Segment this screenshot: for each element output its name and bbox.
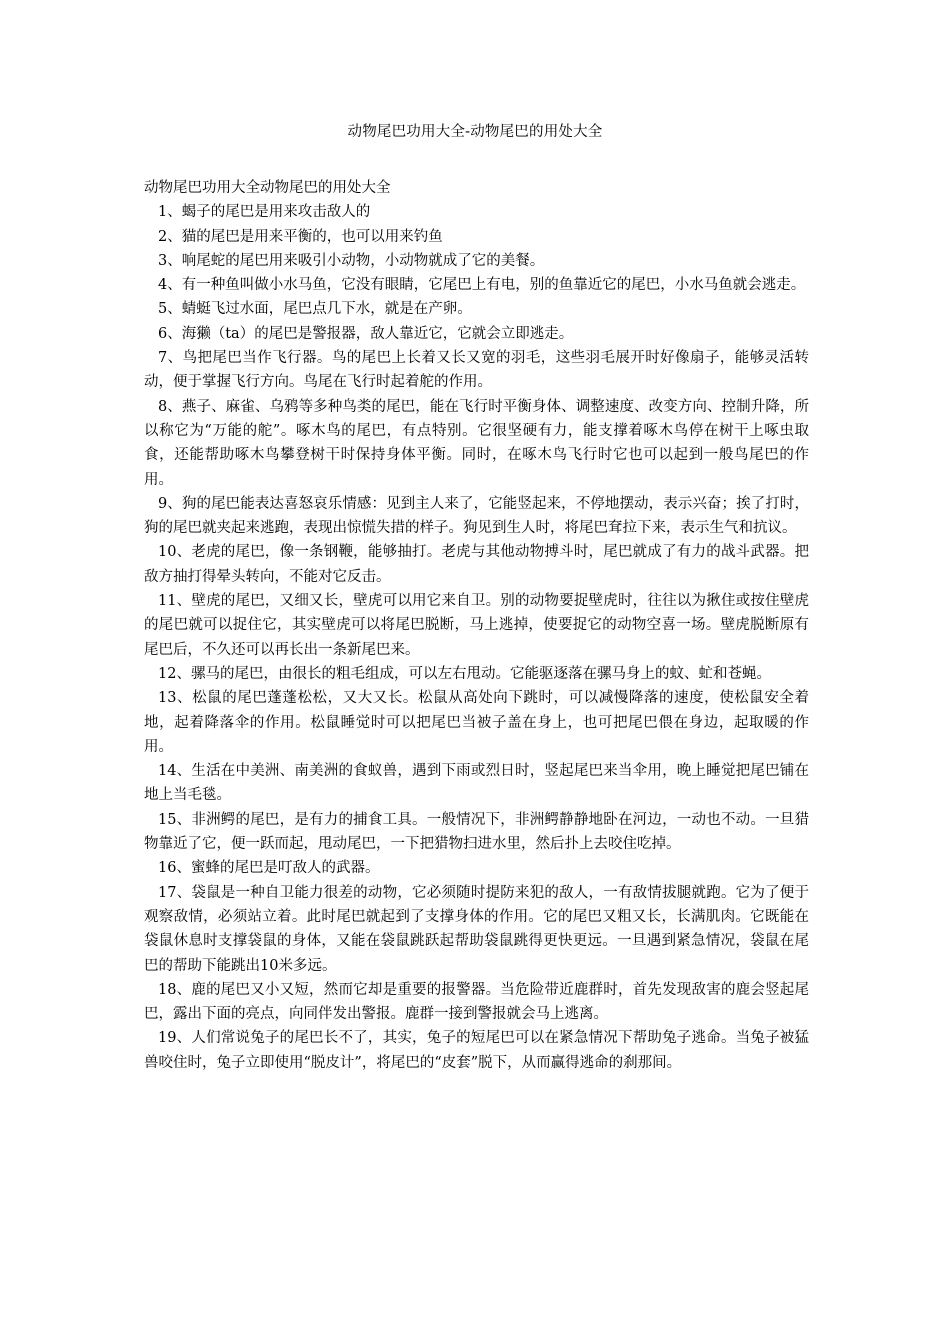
- paragraph-16: 16、蜜蜂的尾巴是叮敌人的武器。: [158, 860, 380, 877]
- paragraph-19: 19、人们常说兔子的尾巴长不了，其实，兔子的短尾巴可以在紧急情况下帮助兔子逃命。当兔子被猛兽咬住时，兔子立即使用“脱皮计”，将尾巴的“皮套”脱下，从而赢得逃命的刹那间。: [144, 1030, 809, 1071]
- paragraph-4: 4、有一种鱼叫做小水马鱼，它没有眼睛，它尾巴上有电，别的鱼靠近它的尾巴，小水马鱼就会逃走。: [158, 277, 806, 294]
- paragraph-6: 6、海獭（ta）的尾巴是警报器，敌人靠近它，它就会立即逃走。: [158, 325, 574, 342]
- paragraph-14: 14、生活在中美洲、南美洲的食蚁兽，遇到下雨或烈日时，竖起尾巴来当伞用，晚上睡觉把尾巴铺在地上当毛毯。: [144, 763, 809, 804]
- paragraph-5: 5、蜻蜓飞过水面，尾巴点几下水，就是在产卵。: [158, 301, 472, 318]
- paragraph-3: 3、响尾蛇的尾巴用来吸引小动物，小动物就成了它的美餐。: [158, 252, 545, 269]
- paragraph-11: 11、壁虎的尾巴，又细又长，壁虎可以用它来自卫。别的动物要捉壁虎时，往往以为揪住或按住壁虎的尾巴就可以捉住它，其实壁虎可以将尾巴脱断，马上逃掉，使要捉它的动物空喜一场。壁虎脱断原有尾巴后，不久还可以再长出一条新尾巴来。: [144, 593, 809, 658]
- paragraph-9: 9、狗的尾巴能表达喜怒哀乐情感：见到主人来了，它能竖起来，不停地摆动，表示兴奋；挨了打时，狗的尾巴就夹起来逃跑，表现出惊慌失措的样子。狗见到生人时，将尾巴耷拉下来，表示生气和抗议。: [144, 495, 809, 537]
- paragraph-7: 7、鸟把尾巴当作飞行器。鸟的尾巴上长着又长又宽的羽毛，这些羽毛展开时好像扇子，能够灵活转动，便于掌握飞行方向。鸟尾在飞行时起着舵的作用。: [144, 350, 809, 391]
- document-body: [144, 176, 809, 1075]
- paragraph-17: 17、袋鼠是一种自卫能力很差的动物，它必须随时提防来犯的敌人，一有敌情拔腿就跑。它为了便于观察敌情，必须站立着。此时尾巴就起到了支撑身体的作用。它的尾巴又粗又长，长满肌肉。它既能在袋鼠休息时支撑袋鼠的身体，又能在袋鼠跳跃起帮助袋鼠跳得更快更远。一旦遇到紧急情况，袋鼠在尾巴的帮助下能跳出10米多远。: [144, 884, 809, 974]
- document-subtitle: 动物尾巴功用大全动物尾巴的用处大全: [144, 180, 391, 196]
- paragraph-12: 12、骡马的尾巴，由很长的粗毛组成，可以左右甩动。它能驱逐落在骡马身上的蚊、虻和苍蝇。: [158, 665, 771, 682]
- paragraph-10: 10、老虎的尾巴，像一条钢鞭，能够抽打。老虎与其他动物搏斗时，尾巴就成了有力的战斗武器。把敌方抽打得晕头转向，不能对它反击。: [144, 544, 809, 585]
- paragraph-18: 18、鹿的尾巴又小又短，然而它却是重要的报警器。当危险带近鹿群时，首先发现敌害的鹿会竖起尾巴，露出下面的亮点，向同伴发出警报。鹿群一接到警报就会马上逃离。: [144, 981, 809, 1023]
- paragraph-1: 1、蝎子的尾巴是用来攻击敌人的: [158, 204, 371, 221]
- paragraph-13: 13、松鼠的尾巴蓬蓬松松，又大又长。松鼠从高处向下跳时，可以减慢降落的速度，使松鼠安全着地，起着降落伞的作用。松鼠睡觉时可以把尾巴当被子盖在身上，也可把尾巴偎在身边，起取暖的作用。: [144, 690, 809, 755]
- document-title: 动物尾巴功用大全-动物尾巴的用处大全: [347, 124, 603, 140]
- paragraph-8: 8、燕子、麻雀、乌鸦等多种鸟类的尾巴，能在飞行时平衡身体、调整速度、改变方向、控制升降，所以称它为“万能的舵”。啄木鸟的尾巴，有点特别。它很坚硬有力，能支撑着啄木鸟停在树干上啄虫取食，还能帮助啄木鸟攀登树干时保持身体平衡。同时，在啄木鸟飞行时它也可以起到一般鸟尾巴的作用。: [144, 398, 809, 488]
- paragraph-2: 2、猫的尾巴是用来平衡的，也可以用来钓鱼: [158, 228, 443, 245]
- paragraph-15: 15、非洲鳄的尾巴，是有力的捕食工具。一般情况下，非洲鳄静静地卧在河边，一动也不动。一旦猎物靠近了它，便一跃而起，甩动尾巴，一下把猎物扫进水里，然后扑上去咬住吃掉。: [144, 811, 809, 853]
